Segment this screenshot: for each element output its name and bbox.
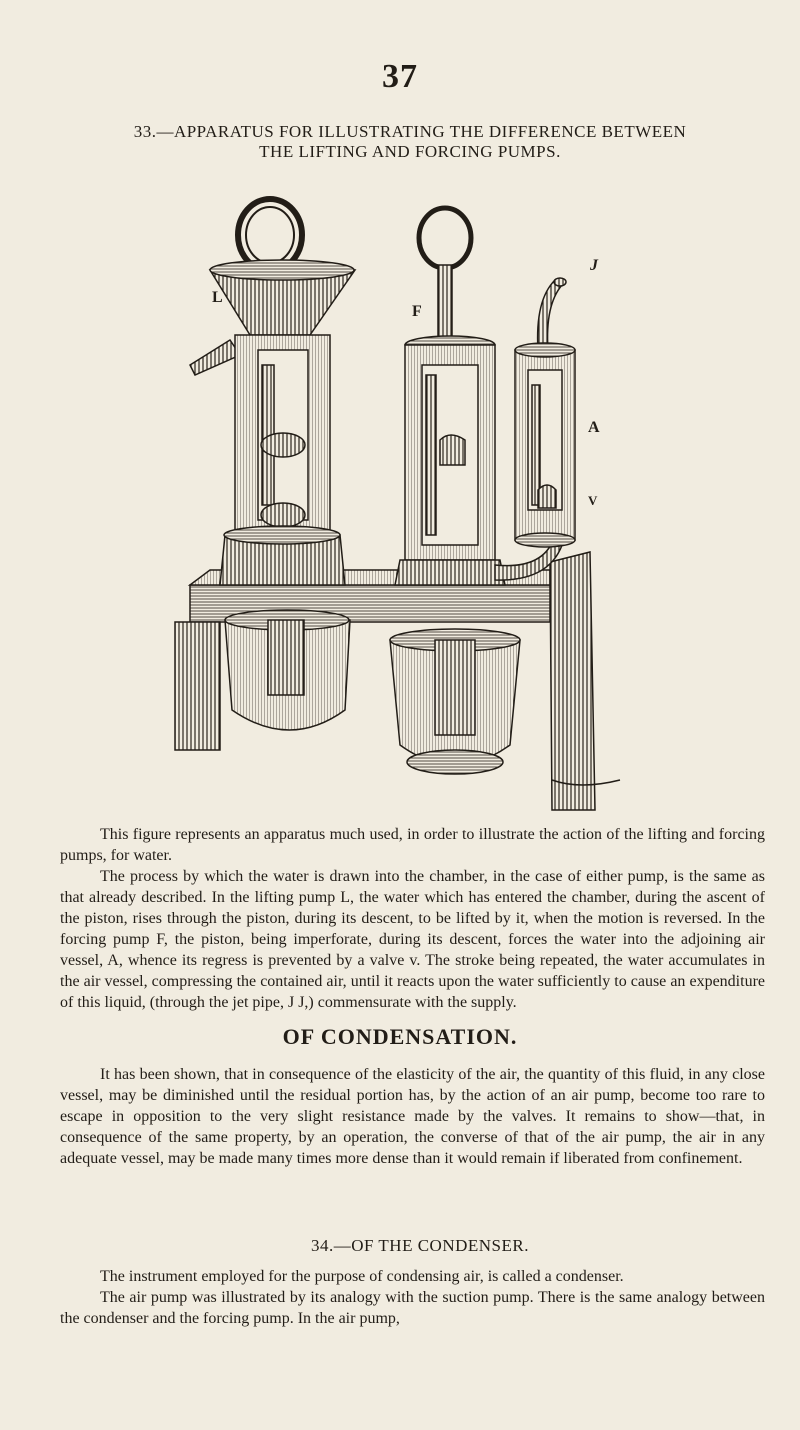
right-jar bbox=[390, 629, 520, 774]
condenser-paragraph-1: The instrument employed for the purpose of condensing air, is called a condenser. bbox=[100, 1268, 624, 1285]
label-L: L bbox=[212, 289, 223, 306]
figure-caption bbox=[50, 122, 770, 162]
label-J: J bbox=[590, 257, 598, 274]
intro-paragraph-2: The process by which the water is drawn into the chamber, in the case of either pump, is the same as that already described. In the lifting pump L, the water which has entered the chamber, during the ascent of the piston, rises through the piston, during its descent, to be lifted by it, when the motion is reversed. In the forcing pump F, the piston, being imperforate, during its descent, forces the water into the adjoining air vessel, A, whence its regress is prevented by a valve v. The stroke being repeated, the water accumulates in the air vessel, compressing the contained air, until it reacts upon the water sufficiently to cause an expenditure of this liquid, (through the jet pipe, J J,) commensurate with the supply. bbox=[60, 868, 765, 1011]
caption-line-2: THE LIFTING AND FORCING PUMPS. bbox=[259, 142, 561, 161]
lifting-pump bbox=[190, 199, 355, 585]
intro-text bbox=[60, 824, 765, 1013]
label-F: F bbox=[412, 303, 422, 320]
intro-paragraph-1: This figure represents an apparatus much used, in order to illustrate the action of the lifting and forcing pumps, for water. bbox=[60, 826, 765, 864]
condenser-heading: 34.—OF THE CONDENSER. bbox=[311, 1236, 529, 1255]
condensation-paragraph-1: It has been shown, that in consequence of the elasticity of the air, the quantity of this fluid, in any close vessel, may be diminished until the residual portion has, by the action of an air pump, become too rare to escape in opposition to the very slight resistance made by the valves. It remains to show—that, in consequence of the same property, by an operation, the converse of that of the air pump, the air in any adequate vessel, may be made many times more dense than it would remain if liberated from confinement. bbox=[60, 1066, 765, 1167]
caption-line-1: 33.—APPARATUS FOR ILLUSTRATING THE DIFFERENCE BETWEEN bbox=[133, 122, 687, 141]
label-V: V bbox=[588, 493, 598, 508]
condensation-heading: OF CONDENSATION. bbox=[282, 1024, 518, 1049]
pump-apparatus-illustration bbox=[150, 190, 650, 820]
label-A: A bbox=[588, 419, 600, 436]
air-vessel bbox=[515, 278, 575, 547]
left-jar bbox=[225, 610, 350, 730]
condenser-paragraph-2: The air pump was illustrated by its analogy with the suction pump. There is the same analogy between the condenser and the forcing pump. In the air pump, bbox=[60, 1289, 765, 1327]
condenser-text bbox=[60, 1266, 765, 1329]
condensation-text bbox=[60, 1064, 765, 1169]
page-number: 37 bbox=[382, 58, 418, 95]
